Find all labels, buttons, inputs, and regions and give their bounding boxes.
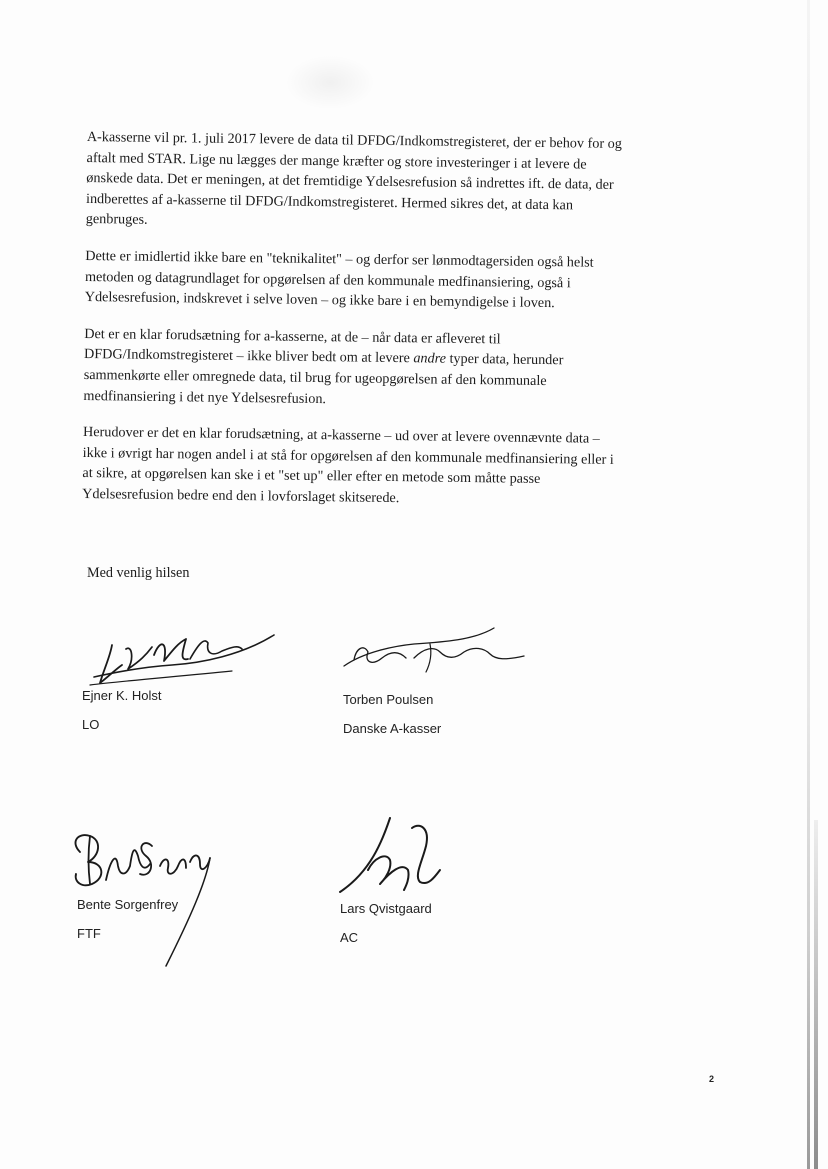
signatory-2 bbox=[343, 690, 441, 739]
signature-ejner-holst bbox=[82, 625, 282, 695]
paragraph-line: genbruges. bbox=[85, 211, 148, 229]
emphasis-word: andre bbox=[413, 350, 447, 368]
paragraph-line: Det er en klar forudsætning for a-kasserne, at de – når data er afleveret til bbox=[84, 325, 501, 348]
line-text: DFDG/Indkomstregisteret – ikke bliver bedt om at levere bbox=[83, 346, 414, 367]
signatory-organization: Danske A-kasser bbox=[343, 721, 442, 736]
closing-salutation: Med venlig hilsen bbox=[87, 565, 190, 581]
signatory-organization: LO bbox=[82, 717, 100, 732]
signatory-name: Torben Poulsen bbox=[343, 692, 434, 707]
signatory-organization: FTF bbox=[77, 926, 101, 941]
signatory-name: Ejner K. Holst bbox=[82, 688, 162, 703]
scan-edge-shadow bbox=[807, 0, 810, 1169]
paragraph-3 bbox=[83, 324, 724, 415]
paragraph-line: Ydelsesrefusion, indskrevet i selve loven – og ikke bare i en bemyndigelse i loven. bbox=[84, 289, 555, 312]
paragraph-4 bbox=[82, 422, 723, 513]
paragraph-1 bbox=[86, 127, 727, 238]
scan-edge-shadow-lower bbox=[814, 820, 818, 1169]
signatory-name: Bente Sorgenfrey bbox=[77, 897, 179, 912]
paragraph-line: at sikre, at opgørelsen kan ske i et "set up" eller efter en metode som måtte passe bbox=[82, 465, 541, 488]
scan-bleed-mark bbox=[285, 55, 375, 110]
letter-body bbox=[82, 127, 727, 529]
paragraph-line: Dette er imidlertid ikke bare en "teknikalitet" – og derfor ser lønmodtagersiden også helst bbox=[85, 247, 594, 271]
signatory-4 bbox=[340, 899, 432, 948]
paragraph-2 bbox=[85, 246, 726, 316]
signature-torben-poulsen bbox=[334, 622, 534, 682]
signatory-1 bbox=[82, 686, 161, 735]
signatory-3 bbox=[77, 895, 178, 944]
paragraph-line: Herudover er det en klar forudsætning, at a-kasserne – ud over at levere ovennævnte data – bbox=[82, 424, 600, 447]
paragraph-line: sammenkørte eller omregnede data, til brug for ugeopgørelsen af den kommunale bbox=[83, 366, 547, 389]
paragraph-line: indberettes af a-kasserne til DFDG/Indkomstregisteret. Hermed sikres det, at data kan bbox=[85, 190, 574, 214]
signatory-organization: AC bbox=[340, 930, 359, 945]
paragraph-line: ønskede data. Det er meningen, at det fremtidige Ydelsesrefusion så indrettes ift. de data, der bbox=[86, 170, 614, 194]
paragraph-line: metoden og datagrundlaget for opgørelsen af den kommunale medfinansiering, også i bbox=[84, 268, 571, 291]
paragraph-line: Ydelsesrefusion bedre end den i lovforslaget skitserede. bbox=[82, 485, 400, 507]
page-number: 2 bbox=[709, 1074, 715, 1084]
signatory-name: Lars Qvistgaard bbox=[340, 901, 432, 916]
signature-lars-qvistgaard bbox=[330, 812, 450, 902]
paragraph-line: A-kasserne vil pr. 1. juli 2017 levere de data til DFDG/Indkomstregisteret, der er behov for og bbox=[86, 128, 622, 153]
line-text-tail: typer data, herunder bbox=[445, 351, 564, 369]
paragraph-line: aftalt med STAR. Lige nu lægges der mange kræfter og store investeringer i at levere de bbox=[86, 149, 587, 173]
paragraph-line: ikke i øvrigt har nogen andel i at stå for opgørelsen af den kommunale medfinansiering eller i bbox=[82, 444, 614, 468]
paragraph-line: medfinansiering i det nye Ydelsesrefusion. bbox=[83, 387, 327, 407]
